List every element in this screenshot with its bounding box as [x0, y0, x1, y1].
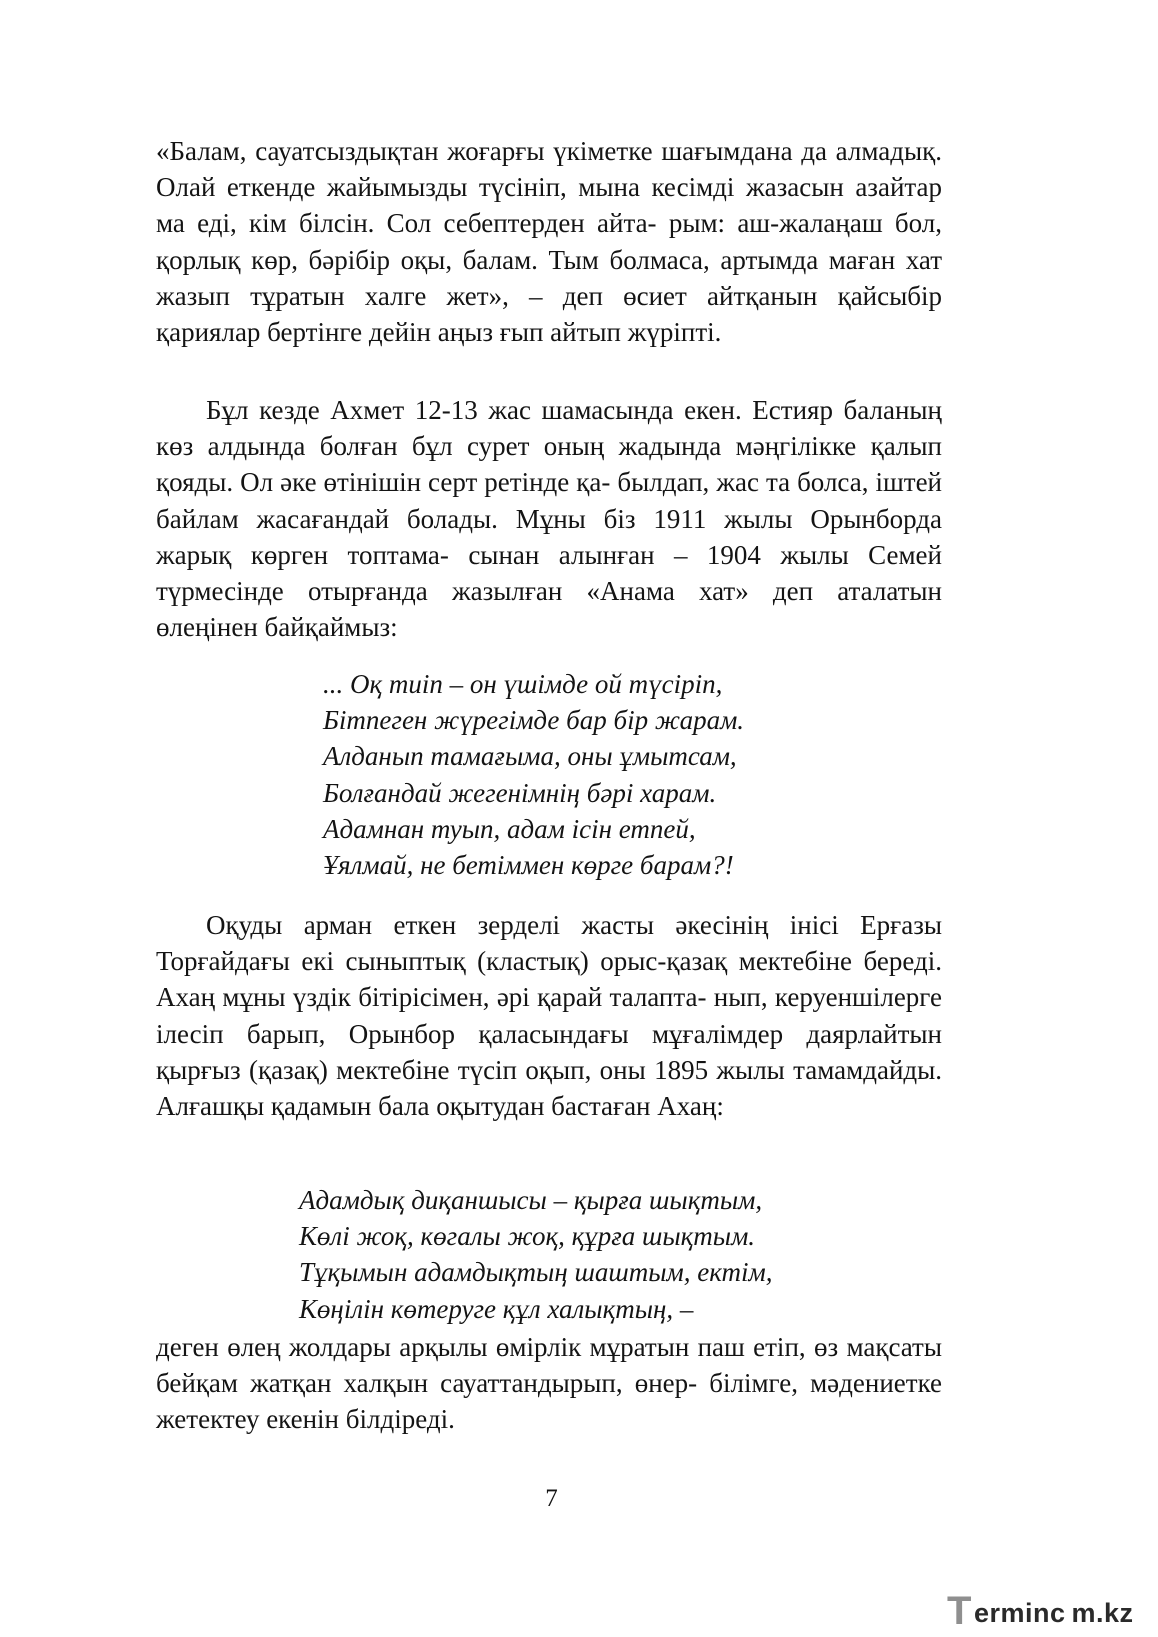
paragraph-text: «Балам, сауатсыздықтан жоғарғы үкіметке шағымдана да алмадық. Олай еткенде жайымызды түсініп, мына кесімді жазасын азайтар ма еді, кім білсін. Сол себептерден айта- рым: аш-жалаңаш бол, қорлық көр, бәрібір оқы, балам. Тым болмаса, артымда маған хат жазып тұратын халге жет», – деп өсиет айтқанын қайсыбір қариялар бертінге дейін аңыз ғып айтып жүріпті.: [156, 136, 943, 348]
watermark-initial: T: [947, 1589, 972, 1633]
poem-excerpt-1: [323, 666, 744, 883]
watermark-text: erminc m.kz: [974, 1598, 1134, 1628]
paragraph-3: [156, 907, 942, 1124]
poem-excerpt-2: [299, 1182, 773, 1327]
verse-line: Көлі жоқ, көгалы жоқ, құрға шықтым.: [299, 1221, 756, 1252]
verse-line: Алданып тамағыма, оны ұмытсам,: [323, 741, 737, 772]
verse-line: Бітпеген жүрегімде бар бір жарам.: [323, 705, 745, 736]
paragraph-text: Оқуды арман еткен зерделі жасты әкесінің інісі Ерғазы Торғайдағы екі сыныптық (кластық) орыс-қазақ мектебіне береді. Ахаң мұны үздік бітірісімен, әрі қарай талапта- нып, керуеншілерге ілесіп барып, Орынбор қаласындағы мұғалімдер даярлайтын қырғыз (қазақ) мектебіне түсіп оқып, оны 1895 жылы тамамдайды. Алғашқы қадамын бала оқытудан бастаған Ахаң:: [156, 910, 943, 1122]
verse-line: Ұялмай, не бетіммен көрге барам?!: [323, 850, 734, 881]
verse-line: Көңілін көтеруге құл халықтың, –: [299, 1293, 694, 1324]
paragraph-text: Бұл кезде Ахмет 12-13 жас шамасында екен. Естияр баланың көз алдында болған бұл сурет оның жадында мәңгілікке қалып қояды. Ол әке өтінішін серт ретінде қа- былдап, жас та болса, іштей байлам жасағандай болады. Мұны біз 1911 жылы Орынборда жарық көрген топтама- сынан алынған – 1904 жылы Семей түрмесінде отырғанда жазылған «Анама хат» деп аталатын өлеңінен байқаймыз:: [156, 395, 943, 643]
page-number: 7: [545, 1485, 558, 1512]
verse-line: Болғандай жегенімнің бәрі харам.: [323, 777, 717, 808]
paragraph-1: [156, 133, 942, 350]
paragraph-2: [156, 392, 942, 645]
paragraph-4: [156, 1329, 942, 1438]
verse-line: ... Оқ тиіп – он үшімде ой түсіріп,: [323, 669, 723, 699]
termincom-watermark-logo: [947, 1589, 1147, 1633]
verse-line: Тұқымын адамдықтың шаштым, ектім,: [299, 1257, 773, 1288]
paragraph-text: деген өлең жолдары арқылы өмірлік мұратын паш етіп, өз мақсаты бейқам жатқан халқын сауаттандырып, өнер- білімге, мәдениетке жетектеу екенін білдіреді.: [156, 1332, 942, 1435]
verse-line: Адамнан туып, адам ісін етпей,: [323, 813, 696, 844]
verse-line: Адамдық диқаншысы – қырға шықтым,: [299, 1185, 763, 1215]
